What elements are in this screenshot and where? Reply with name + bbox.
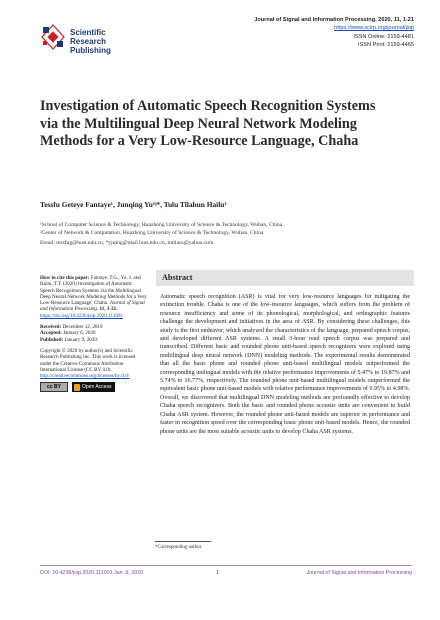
journal-name: Journal of Signal and Information Processing, 2020, 11, 1-21 bbox=[254, 17, 414, 23]
footnote-divider bbox=[155, 541, 211, 542]
affiliation-2: ²Center of Network & Computation, Huazhong University of Science & Technology, Wuhan, China bbox=[40, 230, 264, 236]
journal-url-link[interactable]: https://www.scirp.org/journal/jsip bbox=[334, 25, 414, 32]
citation-block: How to cite this paper: Fantaye, T.G., Yu, J. and Hailu, T.T. (2020) Investigation of Automatic Speech Recognition Systems via the Multilingual Deep Neural Network Modeling Methods for a Very Low-Resource Language, Chaha. Journal of Signal and Information Processing, 11, 1-21. https://doi.org/10.4236/jsip.2020.111001 bbox=[40, 275, 147, 319]
page-number: 1 bbox=[216, 570, 219, 576]
received-date: December 12, 2019 bbox=[62, 324, 103, 331]
abstract-heading-bar bbox=[156, 270, 414, 286]
issn-print: ISSN Print: 2159-4465 bbox=[358, 42, 414, 49]
footer-journal-name: Journal of Signal and Information Processing bbox=[306, 570, 412, 576]
journal-info bbox=[254, 16, 414, 50]
dates-block: Received: December 12, 2019 Accepted: January 6, 2020 Published: January 9, 2020 bbox=[40, 324, 103, 343]
author-list: Tessfu Geteye Fantaye¹, Junqing Yu¹ʲ*, Tulu Tilahun Hailu¹ bbox=[40, 200, 227, 209]
issn-online: ISSN Online: 2159-4481 bbox=[353, 33, 414, 40]
citation-doi-link[interactable]: https://doi.org/10.4236/jsip.2020.111001 bbox=[40, 312, 124, 319]
license-link[interactable]: http://creativecommons.org/licenses/by/4.0/ bbox=[40, 373, 130, 380]
paper-title: Investigation of Automatic Speech Recognition Systems via the Multilingual Deep Neural Network Modeling Methods for a Very Low-Resource Language, Chaha bbox=[40, 98, 376, 150]
open-access-badge: Open Access bbox=[72, 382, 115, 392]
scirp-logo-icon bbox=[40, 24, 66, 52]
copyright-block: Copyright © 2020 by author(s) and Scientific Research Publishing Inc. This work is licensed under the Creative Commons Attribution International License (CC BY 4.0). http://creativecommons.org/licenses/by/4.0/ cc BY Open Access bbox=[40, 348, 148, 392]
publisher-logo[interactable] bbox=[40, 24, 150, 58]
footer-divider bbox=[40, 565, 412, 566]
published-date: January 9, 2020 bbox=[64, 336, 97, 343]
affiliation-1: ¹School of Computer Science & Technology, Huazhong University of Science & Technology, Wuhan, China bbox=[40, 222, 283, 228]
publisher-name: Scientific Research Publishing bbox=[70, 28, 111, 55]
cc-by-badge-icon[interactable]: cc BY bbox=[40, 382, 68, 392]
article-info-sidebar bbox=[40, 275, 148, 397]
abstract-heading: Abstract bbox=[162, 273, 193, 282]
open-lock-icon bbox=[74, 384, 80, 391]
corresponding-author-footnote: *Corresponding author. bbox=[155, 545, 203, 550]
abstract-text: Automatic speech recognition (ASR) is vital for very low-resource languages for mitigating the extinction trouble. Chaha is one of the low-resource languages, which suffers from the problem of resource insufficiency and some of its phonological, morphological, and orthographic features challenge the development and initiatives in the area of ASR. By considering these challenges, this study is the first endeavor, which analyzed the characteristics of the language, prepared speech corpus, and developed different ASR systems. A small 3-hour read speech corpus was prepared and transcribed. Different basic and rounded phone unit-based speech recognizers were explored using multilingual deep neural network (DNN) modeling methods. The experimental results demonstrated that all the basic phone and rounded phone unit-based multilingual models outperformed the corresponding unilingual models with the relative performance improvements of 5.47% to 19.87% and 5.74% to 16.77%, respectively. The rounded phone unit-based multilingual models outperformed the equivalent basic phone unit-based models with relative performance improvements of 0.95% to 4.98%. Overall, we discovered that multilingual DNN modeling methods are profoundly effective to develop Chaha speech recognizers. Both the basic and rounded phone acoustic units are convenient to build Chaha ASR system. However, the rounded phone unit-based models are superior in performance and faster in recognition speed over the corresponding basic phone unit-based models. Hence, the rounded phone units are the most suitable acoustic units to develop Chaha ASR systems. bbox=[160, 294, 410, 435]
author-emails: Email: tessfug@hust.edu.cn, *yjqing@mail.hust.edu.cn, tutilacs@yahoo.com bbox=[40, 240, 214, 246]
footer-doi[interactable]: DOI: 10.4236/jsip.2020.111001 Jan. 9, 2020 bbox=[40, 570, 144, 576]
accepted-date: January 6, 2020 bbox=[63, 330, 96, 337]
page-header bbox=[0, 0, 440, 72]
